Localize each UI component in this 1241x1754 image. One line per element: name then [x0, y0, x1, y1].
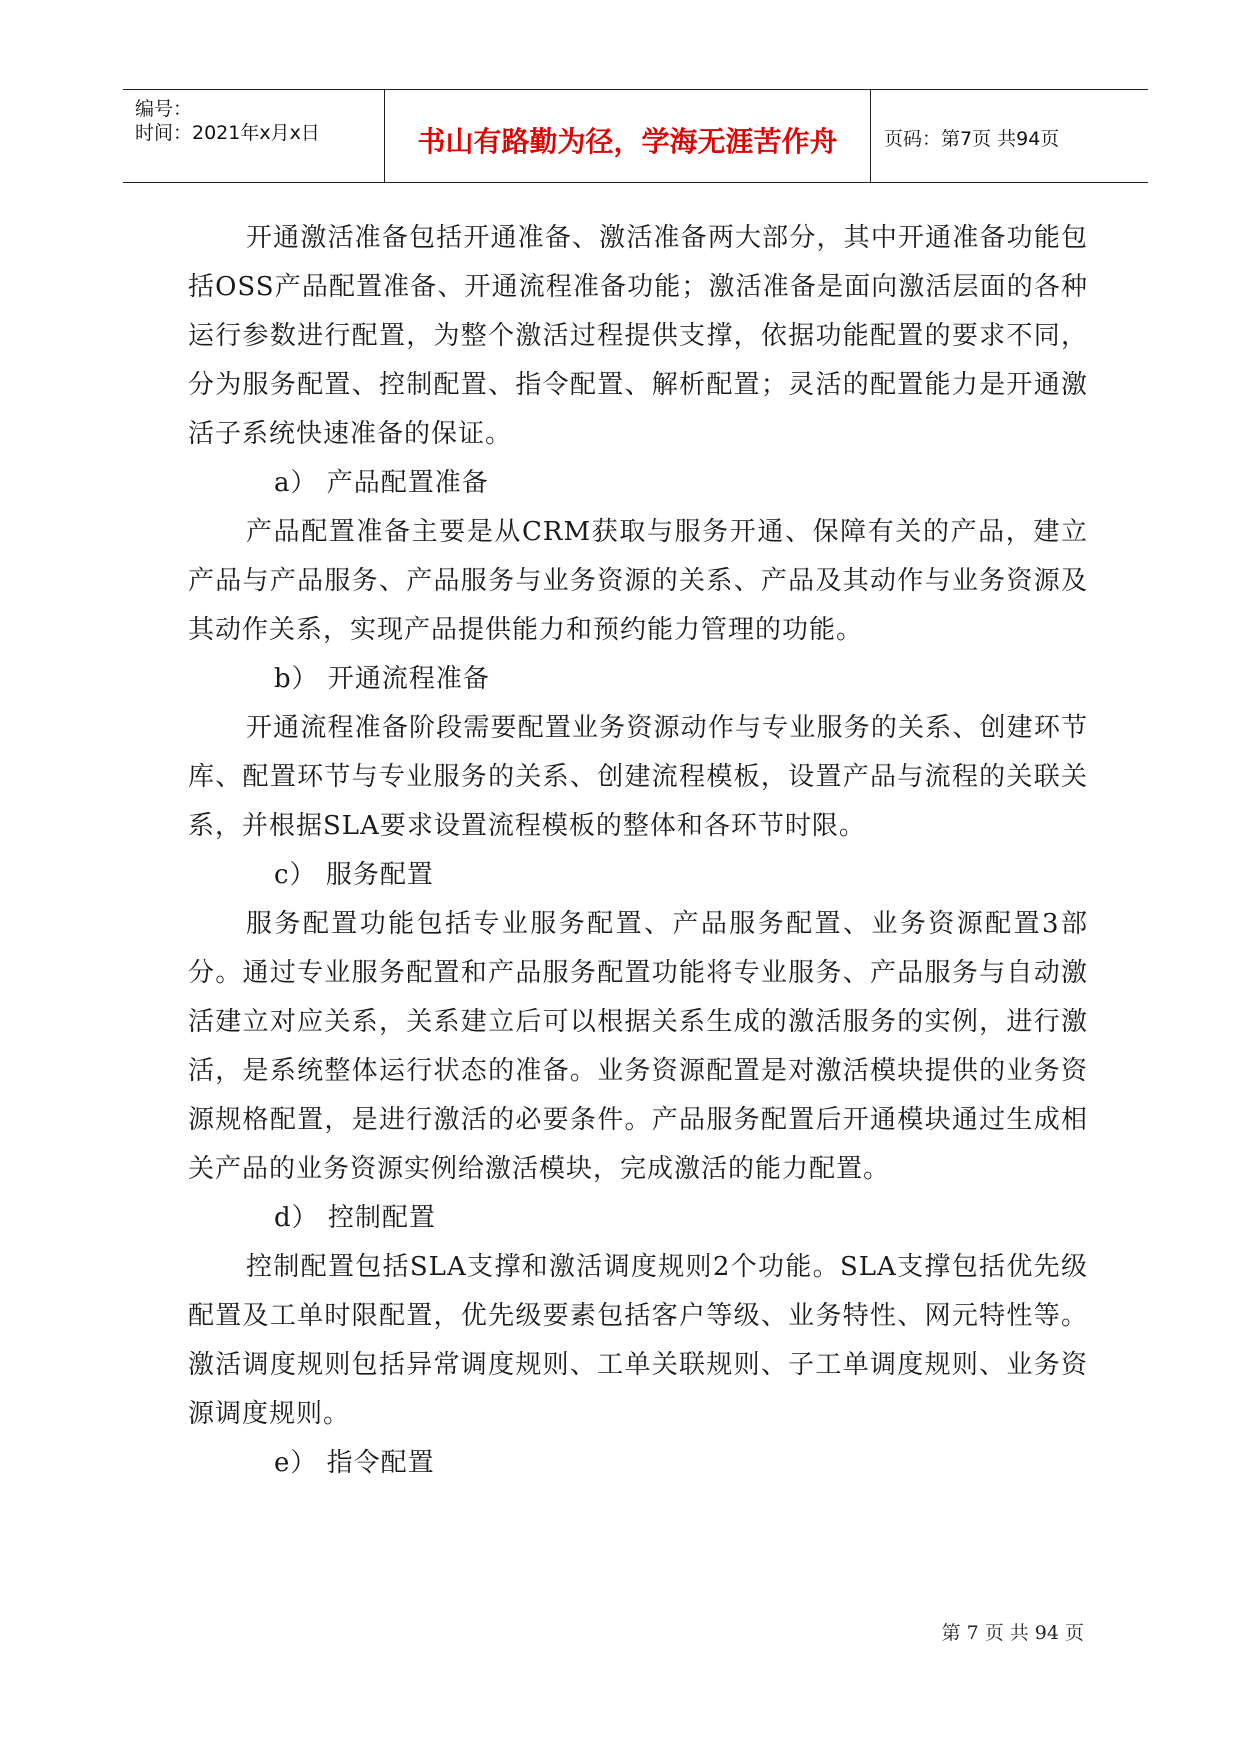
header-info-cell: [123, 90, 385, 182]
section-text-a: 产品配置准备主要是从CRM获取与服务开通、保障有关的产品，建立产品与产品服务、产品服务与业务资源的关系、产品及其动作与业务资源及其动作关系，实现产品提供能力和预约能力管理的功能。: [188, 517, 1088, 645]
section-heading-e: e） 指令配置: [274, 1448, 435, 1478]
section-heading-a: a） 产品配置准备: [274, 468, 489, 498]
document-number-label: 编号：: [135, 98, 193, 120]
page-header: [123, 89, 1148, 183]
header-motto-cell: [385, 90, 871, 182]
header-motto: 书山有路勤为径，学海无涯苦作舟: [417, 125, 838, 158]
section-text-c: 服务配置功能包括专业服务配置、产品服务配置、业务资源配置3部分。通过专业服务配置和产品服务配置功能将专业服务、产品服务与自动激活建立对应关系，关系建立后可以根据关系生成的激活服务的实例，进行激活，是系统整体运行状态的准备。业务资源配置是对激活模块提供的业务资源规格配置，是进行激活的必要条件。产品服务配置后开通模块通过生成相关产品的业务资源实例给激活模块，完成激活的能力配置。: [188, 909, 1088, 1184]
document-time-label: 时间：2021年x月x日: [135, 122, 320, 144]
header-page-info: 页码：第7页 共94页: [884, 128, 1060, 150]
intro-paragraph: 开通激活准备包括开通准备、激活准备两大部分，其中开通准备功能包括OSS产品配置准备、开通流程准备功能；激活准备是面向激活层面的各种运行参数进行配置，为整个激活过程提供支撑，依据功能配置的要求不同，分为服务配置、控制配置、指令配置、解析配置；灵活的配置能力是开通激活子系统快速准备的保证。: [188, 223, 1088, 449]
page-footer: 第 7 页 共 94 页: [941, 1622, 1084, 1644]
section-heading-c: c） 服务配置: [274, 860, 434, 890]
section-heading-b: b） 开通流程准备: [274, 664, 490, 694]
header-page-cell: [872, 90, 1148, 182]
section-heading-d: d） 控制配置: [274, 1203, 436, 1233]
section-text-d: 控制配置包括SLA支撑和激活调度规则2个功能。SLA支撑包括优先级配置及工单时限配置，优先级要素包括客户等级、业务特性、网元特性等。激活调度规则包括异常调度规则、工单关联规则、子工单调度规则、业务资源调度规则。: [188, 1252, 1088, 1429]
document-body: [188, 214, 1088, 1488]
section-text-b: 开通流程准备阶段需要配置业务资源动作与专业服务的关系、创建环节库、配置环节与专业服务的关系、创建流程模板，设置产品与流程的关联关系，并根据SLA要求设置流程模板的整体和各环节时限。: [188, 713, 1088, 841]
